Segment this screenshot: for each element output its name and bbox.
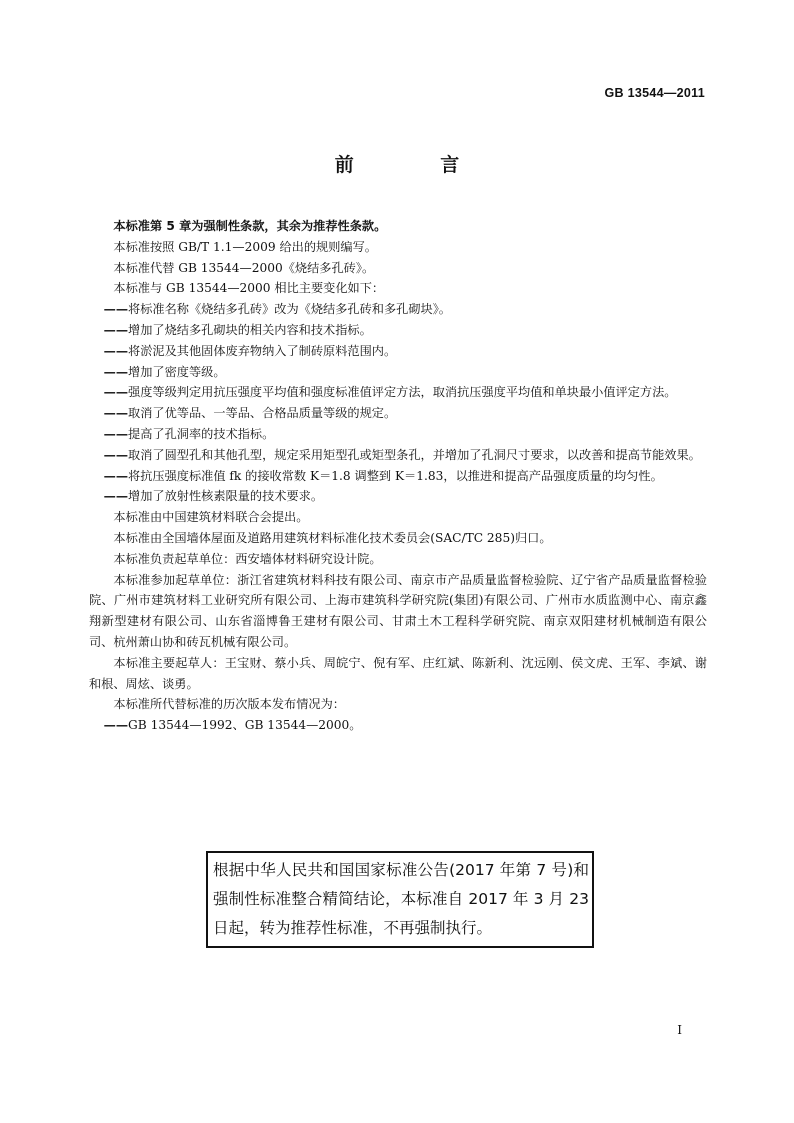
dash-marker: ——: [103, 385, 128, 400]
change-item: [89, 320, 707, 341]
body-paragraph: 本标准与 GB 13544—2000 相比主要变化如下：: [113, 281, 385, 296]
change-item-text: 取消了圆型孔和其他孔型，规定采用矩型孔或矩型条孔，并增加了孔洞尺寸要求，以改善和提高节能效果。: [128, 447, 701, 462]
dash-marker: ——: [103, 718, 128, 733]
change-item: [89, 382, 707, 403]
dash-marker: ——: [103, 468, 128, 483]
body-paragraph: 本标准按照 GB/T 1.1—2009 给出的规则编写。: [113, 239, 377, 254]
body-paragraph: 本标准第 5 章为强制性条款，其余为推荐性条款。: [113, 219, 387, 233]
change-item: [89, 424, 707, 445]
dash-marker: ——: [103, 364, 128, 379]
change-item: [89, 341, 707, 362]
dash-marker: ——: [103, 489, 128, 504]
change-item-text: 强度等级判定用抗压强度平均值和强度标准值评定方法，取消抗压强度平均值和单块最小值评定方法。: [128, 385, 677, 400]
change-item: [89, 445, 707, 466]
change-item-text: 将标准名称《烧结多孔砖》改为《烧结多孔砖和多孔砌块》。: [128, 302, 451, 317]
change-item-text: 增加了密度等级。: [128, 364, 226, 379]
change-item-text: GB 13544—1992、GB 13544—2000。: [128, 718, 362, 733]
change-item-text: 将淤泥及其他固体废弃物纳入了制砖原料范围内。: [128, 343, 397, 358]
dash-marker: ——: [103, 343, 128, 358]
change-item-text: 增加了放射性核素限量的技术要求。: [128, 489, 324, 504]
change-item: [89, 486, 707, 507]
change-item-text: 增加了烧结多孔砌块的相关内容和技术指标。: [128, 322, 372, 337]
change-item: [89, 299, 707, 320]
foreword-body: [89, 216, 707, 736]
body-paragraph: 本标准主要起草人：王宝财、蔡小兵、周皖宁、倪有军、庄红斌、陈新利、沈远刚、侯文虎、王军、李斌、谢和根、周炫、谈勇。: [89, 655, 707, 691]
dash-marker: ——: [103, 322, 128, 337]
dash-marker: ——: [103, 302, 128, 317]
body-paragraph: 本标准由中国建筑材料联合会提出。: [113, 510, 309, 525]
standard-code: GB 13544—2011: [604, 86, 705, 100]
change-item-text: 提高了孔洞率的技术指标。: [128, 426, 275, 441]
change-item: [89, 466, 707, 487]
dash-marker: ——: [103, 406, 128, 421]
dash-marker: ——: [103, 447, 128, 462]
change-item-text: 取消了优等品、一等品、合格品质量等级的规定。: [128, 406, 397, 421]
body-paragraph: 本标准所代替标准的历次版本发布情况为：: [113, 697, 345, 712]
body-paragraph: 本标准参加起草单位：浙江省建筑材料科技有限公司、南京市产品质量监督检验院、辽宁省产品质量监督检验院、广州市建筑材料工业研究所有限公司、上海市建筑科学研究院(集团)有限公司、广州市水质监测中心、南京鑫翔新型建材有限公司、山东省淄博鲁王建材有限公司、甘肃土木工程科学研究院、南京双阳建材机械制造有限公司、杭州萧山协和砖瓦机械有限公司。: [89, 572, 707, 649]
body-paragraph: 本标准负责起草单位：西安墙体材料研究设计院。: [113, 551, 382, 566]
body-paragraph: 本标准代替 GB 13544—2000《烧结多孔砖》。: [113, 260, 375, 275]
change-item: [89, 362, 707, 383]
page-title: 前 言: [334, 154, 500, 176]
dash-marker: ——: [103, 426, 128, 441]
page-number: I: [677, 1023, 682, 1037]
change-item-text: 将抗压强度标准值 fk 的接收常数 K＝1.8 调整到 K＝1.83，以推进和提高产品强度质量的均匀性。: [128, 468, 663, 483]
change-item: [89, 715, 707, 736]
notice-box: 根据中华人民共和国国家标准公告(2017 年第 7 号)和强制性标准整合精简结论，本标准自 2017 年 3 月 23 日起，转为推荐性标准，不再强制执行。: [206, 851, 594, 948]
body-paragraph: 本标准由全国墙体屋面及道路用建筑材料标准化技术委员会(SAC/TC 285)归口。: [113, 530, 552, 545]
change-item: [89, 403, 707, 424]
